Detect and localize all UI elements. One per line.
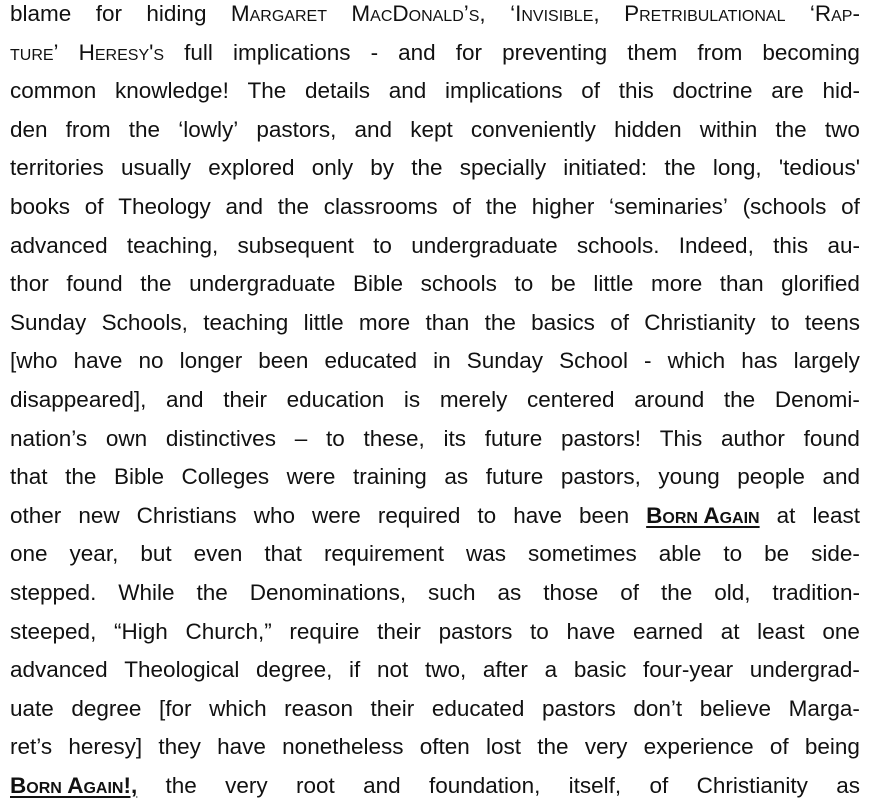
text-line-12 [10,420,860,459]
word: within [699,116,758,142]
small-caps-word: Pretribulational [624,1,786,26]
word: were [312,502,361,528]
word: was [466,541,507,567]
word: nation’s [10,425,88,451]
word: Denomi- [774,386,860,412]
word: author [721,425,785,451]
word: Denominations, [249,579,407,605]
word: the [485,193,518,219]
word: were [286,464,336,490]
word: Christianity [644,309,756,335]
word: little [303,309,344,335]
word: one [10,541,48,567]
word: (schools [742,193,827,219]
word: heresy] [68,734,143,760]
word: schools [420,271,497,297]
small-caps-word: MacDonald’s, [351,1,486,26]
word: doctrine [672,78,753,104]
word: the [484,309,516,335]
born-again-emphasis: Born Again!, [10,772,138,798]
text-line-8 [10,265,860,304]
word: pastors, [256,116,337,142]
word: being [804,734,860,760]
word: these, [363,425,425,451]
word: often [419,734,470,760]
text-line-11 [10,381,860,420]
word: that [10,464,48,490]
word: knowledge! [114,78,229,104]
word: for [455,39,483,65]
word: tradition- [772,579,860,605]
text-line-1 [10,0,860,34]
word: future [484,425,543,451]
word: no [138,348,164,374]
word: people [737,464,805,490]
word: the [723,386,756,412]
word: Colleges [181,464,270,490]
word: of [452,193,472,219]
word: pastors, [560,464,641,490]
word: as [497,579,522,605]
word: which [667,348,726,374]
word: Bible [113,464,164,490]
small-caps-word: ‘Rap- [809,1,860,26]
word: future [485,464,544,490]
word: teaching [203,309,289,335]
word: least [812,502,860,528]
word: degree [71,695,142,721]
word: teaching, [126,232,219,258]
word: to [514,271,534,297]
word: hidden [614,116,682,142]
word: for [95,1,122,26]
word: training [353,464,427,490]
word: to [530,618,549,644]
word: root [296,772,335,798]
word: hiding [146,1,207,26]
word: kept [410,116,453,142]
word: to [723,541,743,567]
word: sometimes [528,541,637,567]
word: those [543,579,599,605]
word: books [10,193,71,219]
word: longer [179,348,243,374]
word: requirement [323,541,444,567]
word: the [277,193,310,219]
small-caps-word: ture’ [10,39,59,65]
word: least [757,618,805,644]
word: Theological [124,657,240,683]
word: degree, [256,657,333,683]
word: at [776,502,796,528]
word: Christians [136,502,237,528]
word: is [403,386,421,412]
word: the [660,579,693,605]
word: stepped. [10,579,97,605]
word: thor [10,271,49,297]
word: centered [526,386,615,412]
word: by [370,155,395,181]
word: around [634,386,705,412]
word: implications [445,78,563,104]
word: and [398,39,436,65]
word: School [559,348,628,374]
word: nonetheless [282,734,404,760]
word: to [477,502,497,528]
word: of [769,734,789,760]
word: new [78,502,120,528]
small-caps-word: Margaret [230,1,327,26]
word: the [537,734,569,760]
word: don’t [633,695,683,721]
text-line-7 [10,227,860,266]
word: two, [424,657,467,683]
text-line-4 [10,111,860,150]
word: and [354,116,393,142]
word: basic [573,657,627,683]
word: pastors [438,618,513,644]
word: of [841,193,860,219]
word: earned [632,618,704,644]
word: Schools, [101,309,188,335]
document-page [10,0,860,805]
word: [for [158,695,192,721]
word: the [140,271,172,297]
word: from [65,116,111,142]
word: from [697,39,743,65]
word: lost [486,734,522,760]
word: in [433,348,451,374]
word: full [184,39,213,65]
word: more [358,309,411,335]
word: educated [324,348,418,374]
word: to [325,425,345,451]
word: required [377,502,461,528]
word: be [550,271,576,297]
word: them [627,39,678,65]
text-line-6 [10,188,860,227]
word: Sunday [466,348,544,374]
word: implications [232,39,351,65]
word: are [771,78,804,104]
word: advanced [10,232,108,258]
word: has [741,348,778,374]
word: two [824,116,860,142]
text-line-19 [10,690,860,729]
word: ret’s [10,734,53,760]
word: explored [208,155,295,181]
word: old, [714,579,751,605]
word: their [223,386,267,412]
text-line-21 [10,767,860,806]
word: [who [10,348,58,374]
word: require [289,618,360,644]
word: which [209,695,267,721]
word: a [544,657,558,683]
word: its [443,425,466,451]
word: classrooms [323,193,438,219]
word: higher [531,193,595,219]
word: their [370,695,415,721]
word: foundation, [428,772,541,798]
word: becoming [762,39,860,65]
word: year, [69,541,119,567]
text-line-9 [10,304,860,343]
text-line-16 [10,574,860,613]
word: the [196,579,228,605]
word: of [610,309,629,335]
text-line-10 [10,342,860,381]
word: experience [643,734,754,760]
word: The [247,78,287,104]
word: disappeared], [10,386,147,412]
word: more [650,271,703,297]
word: and [822,464,860,490]
word: four-year [643,657,734,683]
word: uate [10,695,54,721]
word: and [388,78,427,104]
word: this [773,232,809,258]
word: Indeed, [678,232,754,258]
born-again-emphasis: Born Again [646,502,760,528]
word: conveniently [470,116,596,142]
text-line-14 [10,497,860,536]
word: advanced [10,657,108,683]
word: found [803,425,860,451]
word: such [428,579,476,605]
word: common [10,78,97,104]
word: able [658,541,702,567]
word: than [719,271,764,297]
word: been [579,502,630,528]
text-line-5 [10,149,860,188]
word: largely [793,348,860,374]
word: blame [10,1,72,26]
word: - [644,348,652,374]
word: have [217,734,266,760]
word: the [128,116,161,142]
word: only [311,155,354,181]
word: other [10,502,62,528]
word: – [294,425,308,451]
word: Christianity [696,772,808,798]
word: undergrad- [749,657,860,683]
word: basics [531,309,595,335]
word: details [305,78,371,104]
word: initiated: [563,155,648,181]
word: as [444,464,469,490]
word: preventing [502,39,608,65]
word: undergraduate [411,232,558,258]
word: Bible [353,271,404,297]
word: 'tedious' [778,155,860,181]
word: This [659,425,703,451]
word: schools. [576,232,660,258]
small-caps-word: ‘Invisible, [510,1,600,26]
word: glorified [781,271,860,297]
word: pastors [542,695,616,721]
word: very [584,734,628,760]
word: itself, [568,772,622,798]
word: of [84,193,104,219]
word: long, [712,155,762,181]
word: usually [121,155,192,181]
word: their [377,618,421,644]
word: even [193,541,243,567]
word: teens [804,309,860,335]
word: ‘lowly’ [178,116,239,142]
word: distinctives [165,425,276,451]
word: not [376,657,409,683]
word: very [225,772,268,798]
word: While [118,579,175,605]
word: have [566,618,616,644]
word: and [225,193,264,219]
word: own [105,425,148,451]
word: reason [284,695,353,721]
text-line-17 [10,613,860,652]
word: Sunday [10,309,87,335]
word: little [593,271,634,297]
word: believe [699,695,772,721]
word: who [253,502,295,528]
word: the [775,116,807,142]
word: they [158,734,201,760]
word: side- [811,541,860,567]
word: be [764,541,790,567]
word: Church,” [185,618,272,644]
word: the [664,155,696,181]
word: steeped, [10,618,97,644]
word: Marga- [788,695,860,721]
word: young [658,464,720,490]
word: ‘seminaries’ [609,193,728,219]
word: found [66,271,123,297]
text-line-18 [10,651,860,690]
word: have [513,502,563,528]
word: undergraduate [189,271,336,297]
word: to [770,309,790,335]
word: of [620,579,639,605]
word: been [258,348,309,374]
word: - [370,39,379,65]
word: subsequent [237,232,354,258]
text-line-3 [10,72,860,111]
word: educated [431,695,525,721]
word: territories [10,155,104,181]
word: education [286,386,385,412]
word: Theology [118,193,211,219]
word: the [411,155,443,181]
word: “High [114,618,168,644]
word: specially [459,155,547,181]
word: au- [827,232,860,258]
word: and [166,386,204,412]
word: that [264,541,302,567]
text-line-2 [10,34,860,73]
word: at [720,618,740,644]
word: after [482,657,528,683]
word: have [73,348,123,374]
text-line-20 [10,728,860,767]
word: hid- [822,78,860,104]
word: as [836,772,860,798]
word: and [363,772,401,798]
word: if [349,657,361,683]
word: one [822,618,860,644]
word: to [373,232,392,258]
small-caps-word: Heresy's [78,39,165,65]
word: but [140,541,172,567]
text-line-13 [10,458,860,497]
word: den [10,116,48,142]
word: merely [439,386,508,412]
word: the [65,464,97,490]
word: this [618,78,654,104]
text-line-15 [10,535,860,574]
word: pastors! [560,425,642,451]
word: of [649,772,669,798]
word: of [581,78,601,104]
word: the [165,772,197,798]
word: than [425,309,470,335]
